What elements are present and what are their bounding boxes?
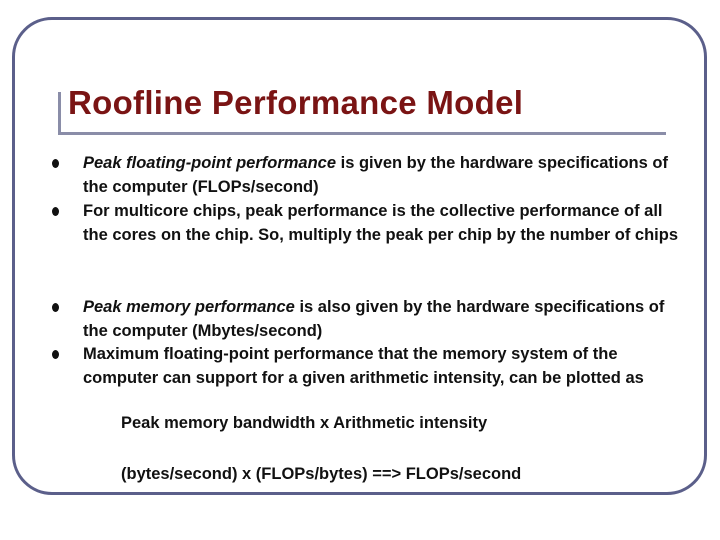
title-left-rule bbox=[58, 92, 61, 134]
bullet-max-flops bbox=[83, 343, 683, 390]
bullet-marker bbox=[52, 303, 59, 312]
bullet-marker bbox=[52, 350, 59, 359]
bullet-peak-memory bbox=[83, 296, 683, 343]
bullet-text: is also given by the hardware specifications of the computer (Mbytes/second) bbox=[83, 298, 665, 340]
bullet-peak-flops bbox=[83, 152, 683, 199]
bullet-marker bbox=[52, 207, 59, 216]
formula-line: Peak memory bandwidth x Arithmetic intensity bbox=[121, 414, 488, 432]
bullet-text: is given by the hardware specifications of the computer (FLOPs/second) bbox=[83, 154, 668, 196]
slide-title: Roofline Performance Model bbox=[68, 84, 524, 121]
title-underline bbox=[58, 132, 666, 135]
bullet-text: Maximum floating-point performance that the memory system of the computer can support for a given arithmetic intensity, can be plotted as bbox=[83, 345, 644, 387]
emphasis-term: Peak floating-point performance bbox=[83, 154, 337, 172]
emphasis-term: Peak memory performance bbox=[83, 298, 295, 316]
bullet-text: For multicore chips, peak performance is the collective performance of all the cores on the chip. So, multiply the peak per chip by the number of chips bbox=[83, 202, 679, 244]
units-line: (bytes/second) x (FLOPs/bytes) ==> FLOPs/second bbox=[121, 465, 522, 483]
bullet-marker bbox=[52, 159, 59, 168]
bullet-multicore bbox=[83, 200, 683, 247]
